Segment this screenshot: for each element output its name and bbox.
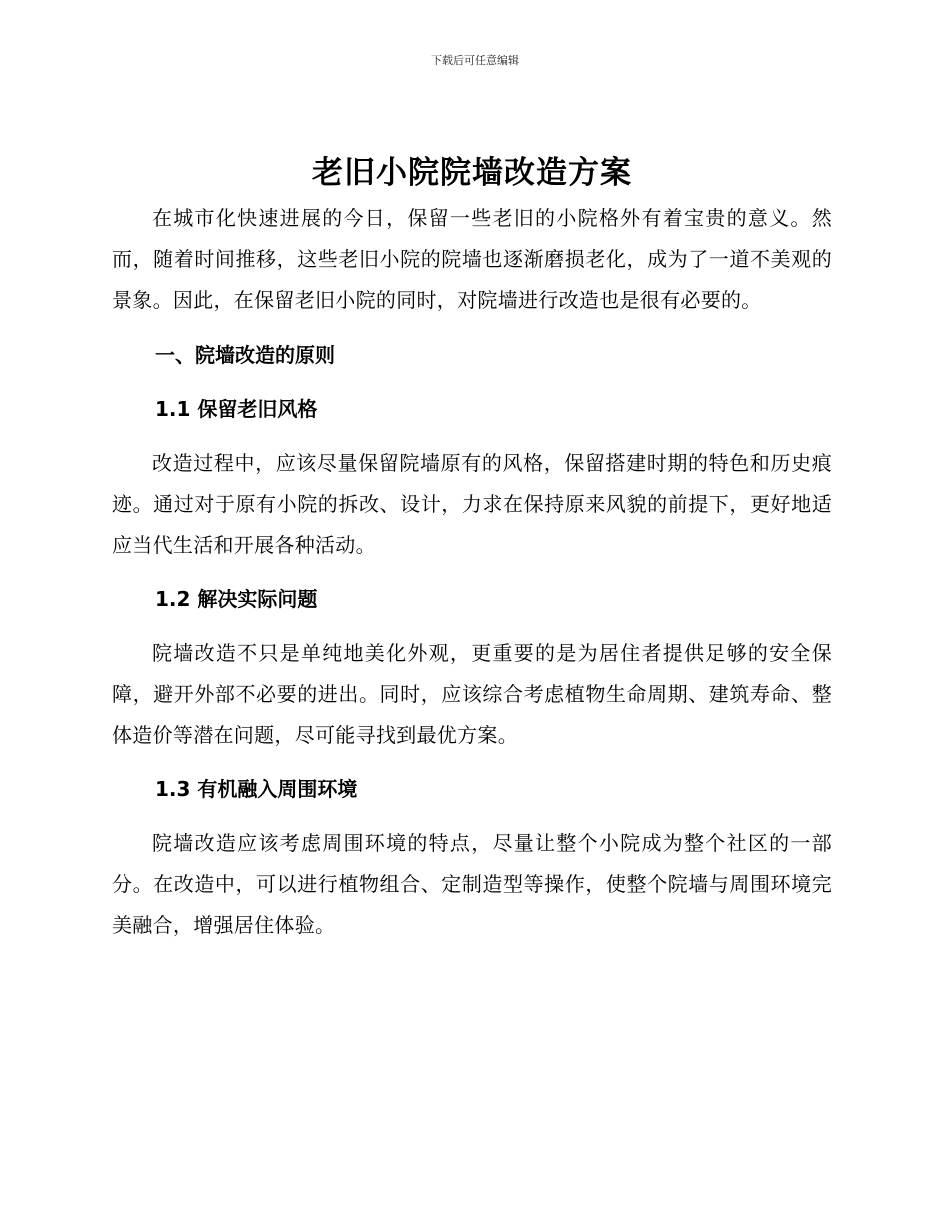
- subsection-body-1-3: 院墙改造应该考虑周围环境的特点，尽量让整个小院成为整个社区的一部分。在改造中，可以进行植物组合、定制造型等操作，使整个院墙与周围环境完美融合，增强居住体验。: [112, 831, 832, 937]
- subsection-body-1-1: 改造过程中，应该尽量保留院墙原有的风格，保留搭建时期的特色和历史痕迹。通过对于原有小院的拆改、设计，力求在保持原来风貌的前提下，更好地适应当代生活和开展各种活动。: [112, 451, 832, 557]
- subsection-heading-1-1: 1.1 保留老旧风格: [155, 397, 318, 421]
- document-title: 老旧小院院墙改造方案: [312, 155, 632, 191]
- subsection-heading-1-3: 1.3 有机融入周围环境: [155, 777, 358, 801]
- intro-paragraph: 在城市化快速进展的今日，保留一些老旧的小院格外有着宝贵的意义。然而，随着时间推移，这些老旧小院的院墙也逐渐磨损老化，成为了一道不美观的景象。因此，在保留老旧小院的同时，对院墙进行改造也是很有必要的。: [112, 206, 832, 312]
- subsection-body-1-2: 院墙改造不只是单纯地美化外观，更重要的是为居住者提供足够的安全保障，避开外部不必要的进出。同时，应该综合考虑植物生命周期、建筑寿命、整体造价等潜在问题，尽可能寻找到最优方案。: [112, 641, 832, 747]
- subsection-heading-1-2: 1.2 解决实际问题: [155, 587, 318, 611]
- page-header-note: 下载后可任意编辑: [431, 54, 519, 67]
- document-body: [112, 150, 832, 946]
- section-heading-principles: 一、院墙改造的原则: [155, 343, 335, 367]
